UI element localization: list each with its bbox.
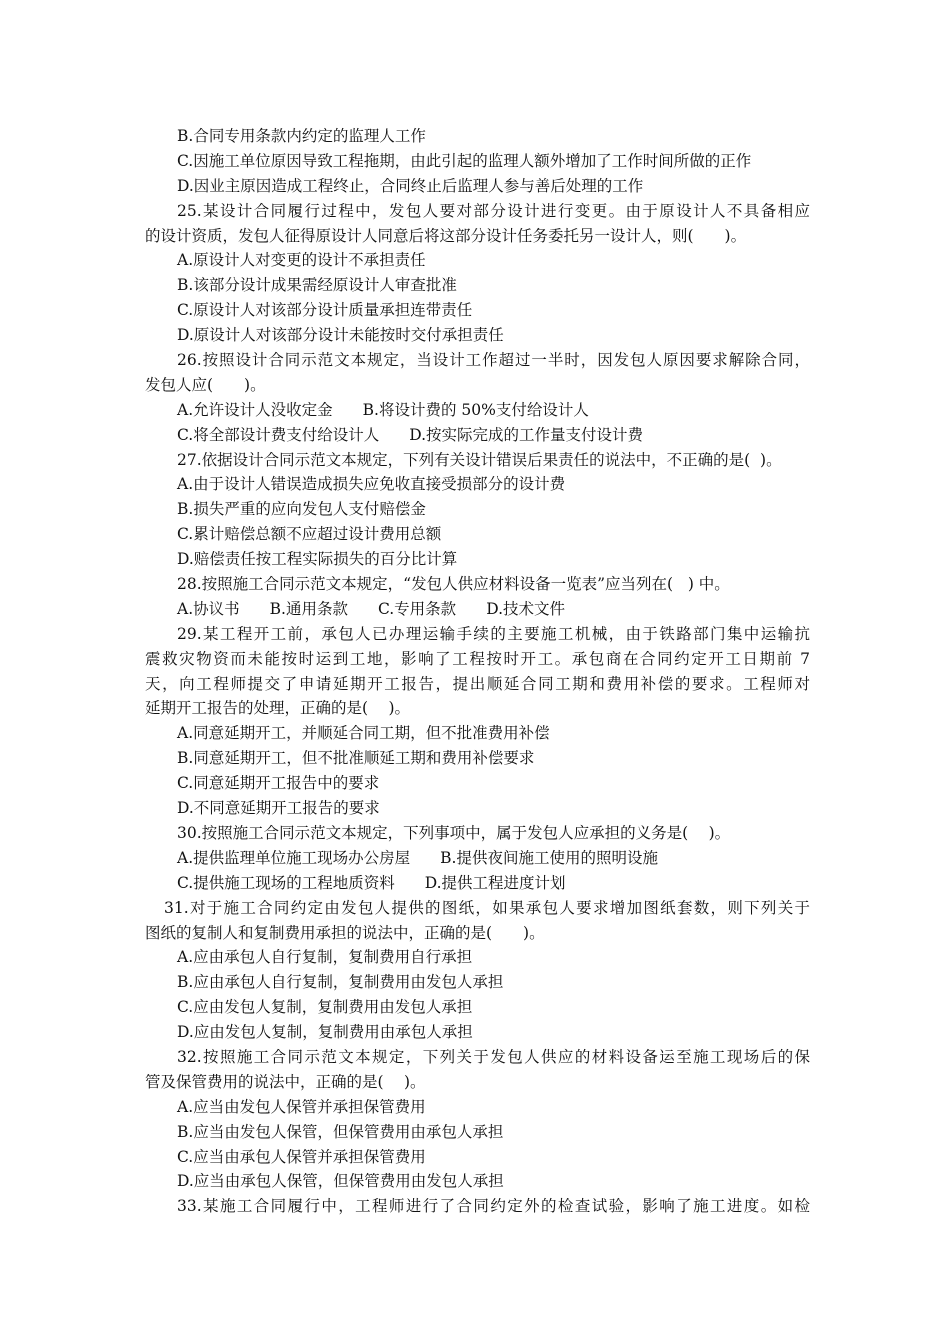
question-28-option-a: A.协议书 [177,599,240,618]
question-32-option-b: B.应当由发包人保管，但保管费用由承包人承担 [177,1122,504,1141]
question-30-option-d: D.提供工程进度计划 [424,873,566,892]
question-30-option-a: A.提供监理单位施工现场办公房屋 [177,848,411,867]
question-26-options-ab [145,398,810,423]
question-27-option-a: A.由于设计人错误造成损失应免收直接受损部分的设计费 [177,475,566,494]
question-29-option-c: C.同意延期开工报告中的要求 [177,774,380,793]
question-30-line-1: 30.按照施工合同示范文本规定，下列事项中，属于发包人应承担的义务是( )。 [177,823,731,842]
question-31-option-b: B.应由承包人自行复制，复制费用由发包人承担 [177,973,504,992]
question-26-option-a: A.允许设计人没收定金 [177,400,333,419]
option-line: D.因业主原因造成工程终止，合同终止后监理人参与善后处理的工作 [177,176,644,195]
question-30-options-ab [145,846,810,871]
question-29-line-3: 天，向工程师提交了申请延期开工报告，提出顺延合同工期和费用补偿的要求。工程师对 [145,674,810,693]
question-29-line-1: 29.某工程开工前，承包人已办理运输手续的主要施工机械，由于铁路部门集中运输抗 [177,624,810,643]
question-25-line-2: 的设计资质，发包人征得原设计人同意后将这部分设计任务委托另一设计人，则( )。 [145,226,747,245]
question-29-line-2: 震救灾物资而未能按时运到工地，影响了工程按时开工。承包商在合同约定开工日期前 7 [145,649,810,668]
question-27-option-d: D.赔偿责任按工程实际损失的百分比计算 [177,550,458,569]
question-32-option-a: A.应当由发包人保管并承担保管费用 [177,1097,426,1116]
question-25-line-1: 25.某设计合同履行过程中，发包人要对部分设计进行变更。由于原设计人不具备相应 [177,201,810,220]
question-32-option-d: D.应当由承包人保管，但保管费用由发包人承担 [177,1172,504,1191]
question-26-options-cd [145,423,810,448]
question-26-line-1: 26.按照设计合同示范文本规定，当设计工作超过一半时，因发包人原因要求解除合同， [177,351,810,370]
question-26-option-c: C.将全部设计费支付给设计人 [177,425,380,444]
question-32-line-1: 32.按照施工合同示范文本规定，下列关于发包人供应的材料设备运至施工现场后的保 [177,1047,810,1066]
question-25-option-c: C.原设计人对该部分设计质量承担连带责任 [177,301,473,320]
document-body [145,124,810,1219]
option-line: C.因施工单位原因导致工程拖期，由此引起的监理人额外增加了工作时间所做的正作 [177,151,752,170]
question-31-option-a: A.应由承包人自行复制，复制费用自行承担 [177,948,473,967]
question-28-option-b: B.通用条款 [269,599,348,618]
question-31-line-1: 31.对于施工合同约定由发包人提供的图纸，如果承包人要求增加图纸套数，则下列关于 [164,898,810,917]
question-26-option-b: B.将设计费的 50%支付给设计人 [362,400,589,419]
question-30-option-b: B.提供夜间施工使用的照明设施 [440,848,658,867]
question-27-option-b: B.损失严重的应向发包人支付赔偿金 [177,500,426,519]
question-26-line-2: 发包人应( )。 [145,375,266,394]
question-31-option-c: C.应由发包人复制，复制费用由发包人承担 [177,998,473,1017]
question-31-option-d: D.应由发包人复制，复制费用由承包人承担 [177,1023,473,1042]
question-29-option-b: B.同意延期开工，但不批准顺延工期和费用补偿要求 [177,749,535,768]
question-29-option-a: A.同意延期开工，并顺延合同工期，但不批准费用补偿 [177,724,550,743]
question-28-line-1: 28.按照施工合同示范文本规定，“发包人供应材料设备一览表”应当列在( ) 中。 [177,575,730,594]
question-32-option-c: C.应当由承包人保管并承担保管费用 [177,1147,426,1166]
option-line: B.合同专用条款内约定的监理人工作 [177,127,426,145]
question-25-option-b: B.该部分设计成果需经原设计人审查批准 [177,276,457,295]
question-30-options-cd [145,871,810,896]
question-25-option-a: A.原设计人对变更的设计不承担责任 [177,251,426,270]
question-32-line-2: 管及保管费用的说法中，正确的是( )。 [145,1072,426,1091]
question-28-option-d: D.技术文件 [486,599,566,618]
question-27-option-c: C.累计赔偿总额不应超过设计费用总额 [177,525,442,544]
question-28-option-c: C.专用条款 [377,599,457,618]
question-33-line-1: 33.某施工合同履行中，工程师进行了合同约定外的检查试验，影响了施工进度。如检 [177,1197,810,1216]
question-29-line-4: 延期开工报告的处理，正确的是( )。 [145,699,411,718]
question-29-option-d: D.不同意延期开工报告的要求 [177,799,380,818]
question-30-option-c: C.提供施工现场的工程地质资料 [177,873,395,892]
question-27-line-1: 27.依据设计合同示范文本规定，下列有关设计错误后果责任的说法中，不正确的是( )。 [177,450,782,469]
question-28-options [145,597,810,622]
question-31-line-2: 图纸的复制人和复制费用承担的说法中，正确的是( )。 [145,923,545,942]
question-26-option-d: D.按实际完成的工作量支付设计费 [409,425,644,444]
question-25-option-d: D.原设计人对该部分设计未能按时交付承担责任 [177,326,504,345]
